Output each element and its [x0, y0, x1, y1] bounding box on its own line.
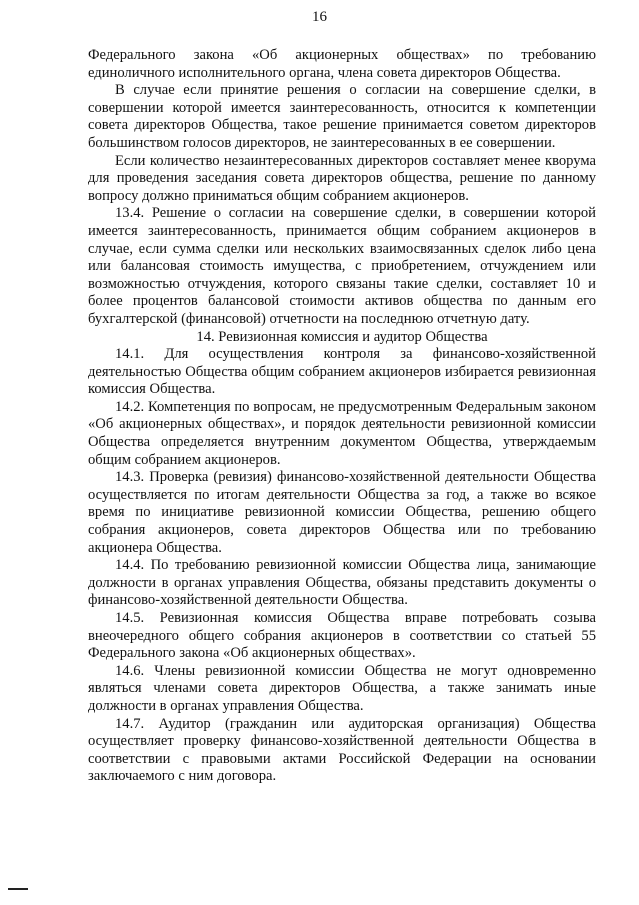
paragraph-14-2: 14.2. Компетенция по вопросам, не предусмотренным Федеральным законом «Об акционерных обществах», и порядок деятельности ревизионной комиссии Общества определяется внутренним документом Общества, утверждаемым общим собранием акционеров.: [88, 398, 596, 468]
paragraph-14-7: 14.7. Аудитор (гражданин или аудиторская организация) Общества осуществляет проверку финансово-хозяйственной деятельности Общества в соответствии с правовыми актами Российской Федерации на основании заключаемого с ним договора.: [88, 715, 596, 785]
paragraph-14-1: 14.1. Для осуществления контроля за финансово-хозяйственной деятельностью Общества общим собранием акционеров избирается ревизионная комиссия Общества.: [88, 346, 596, 398]
paragraph-14-5: 14.5. Ревизионная комиссия Общества вправе потребовать созыва внеочередного общего собрания акционеров в соответствии со статьей 55 Федерального закона «Об акционерных обществах».: [88, 610, 596, 662]
paragraph-14-6: 14.6. Члены ревизионной комиссии Общества не могут одновременно являться членами совета директоров Общества, а также занимать иные должности в органах управления Общества.: [88, 662, 596, 714]
scan-mark: [8, 888, 28, 890]
paragraph-13-4: 13.4. Решение о согласии на совершение сделки, в совершении которой имеется заинтересованность, принимается общим собранием акционеров в случае, если сумма сделки или нескольких взаимосвязанных сделок либо цена или балансовая стоимость имущества, с приобретением, отчуждением или возможностью отчуждения, которого связаны такие сделки, составляет 10 и более процентов балансовой стоимости активов общества по данным его бухгалтерской (финансовой) отчетности на последнюю отчетную дату.: [88, 205, 596, 327]
page-number: 16: [312, 9, 327, 25]
paragraph-quorum: Если количество незаинтересованных директоров составляет менее кворума для проведения заседания совета директоров общества, решение по данному вопросу должно приниматься общим собранием акционеров.: [88, 152, 596, 204]
section-heading: 14. Ревизионная комиссия и аудитор Общества: [196, 328, 488, 345]
paragraph-14-4: 14.4. По требованию ревизионной комиссии Общества лица, занимающие должности в органах управления Общества, обязаны представить документы о финансово-хозяйственной деятельности Общества.: [88, 557, 596, 609]
document-body: [88, 47, 596, 786]
paragraph-continuation: Федерального закона «Об акционерных обществах» по требованию единоличного исполнительного органа, члена совета директоров Общества.: [88, 47, 596, 81]
paragraph-14-3: 14.3. Проверка (ревизия) финансово-хозяйственной деятельности Общества осуществляется по итогам деятельности Общества за год, а также во всякое время по инициативе ревизионной комиссии Общества, решению общего собрания акционеров, совета директоров Общества или по требованию акционера Общества.: [88, 469, 596, 556]
paragraph-conflict-board-decision: В случае если принятие решения о согласии на совершение сделки, в совершении которой имеется заинтересованность, относится к компетенции совета директоров Общества, такое решение принимается советом директоров большинством голосов директоров, не заинтересованных в ее совершении.: [88, 82, 596, 151]
